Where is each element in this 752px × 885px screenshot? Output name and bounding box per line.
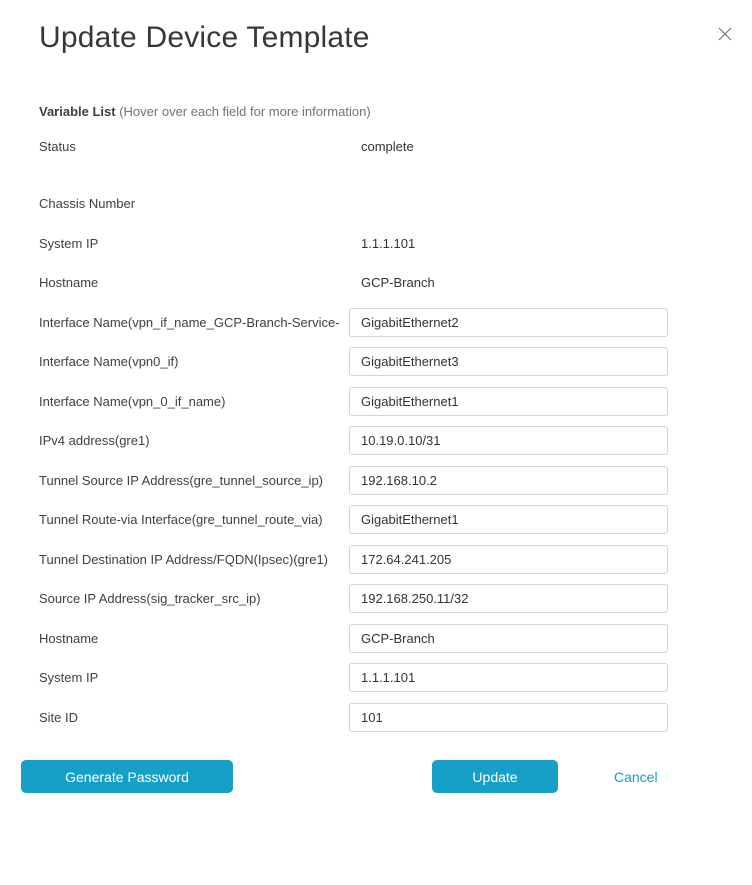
variable-label: Tunnel Route-via Interface(gre_tunnel_route_via) bbox=[39, 512, 323, 528]
variable-label: Tunnel Source IP Address(gre_tunnel_source_ip) bbox=[39, 472, 324, 488]
variable-row bbox=[39, 303, 752, 343]
variable-label: Tunnel Destination IP Address/FQDN(Ipsec)(gre1) bbox=[39, 551, 329, 567]
variable-row bbox=[39, 540, 752, 580]
variable-row bbox=[39, 224, 752, 264]
variable-label: Interface Name(vpn_if_name_GCP-Branch-Service- bbox=[39, 314, 340, 330]
variable-label: Source IP Address(sig_tracker_src_ip) bbox=[39, 591, 261, 607]
variable-row bbox=[39, 658, 752, 698]
cancel-button[interactable]: Cancel bbox=[614, 760, 658, 793]
variable-label: Chassis Number bbox=[39, 196, 136, 212]
close-icon[interactable] bbox=[717, 26, 732, 41]
variable-row bbox=[39, 619, 752, 659]
variable-row bbox=[39, 382, 752, 422]
variable-row bbox=[39, 127, 752, 167]
variable-row bbox=[39, 421, 752, 461]
variable-row bbox=[39, 184, 752, 224]
variable-value: complete bbox=[361, 139, 414, 155]
update-button[interactable]: Update bbox=[432, 760, 558, 793]
variable-label: System IP bbox=[39, 670, 99, 686]
variable-input[interactable] bbox=[349, 347, 668, 376]
row-spacer bbox=[39, 167, 752, 185]
variable-input[interactable] bbox=[349, 426, 668, 455]
variable-rows bbox=[39, 127, 752, 737]
update-device-template-dialog bbox=[0, 20, 752, 885]
variable-label: System IP bbox=[39, 235, 99, 251]
variable-row bbox=[39, 263, 752, 303]
variable-list-hint: (Hover over each field for more information) bbox=[119, 104, 371, 119]
variable-list-heading bbox=[39, 103, 752, 121]
variable-label: Interface Name(vpn_0_if_name) bbox=[39, 393, 226, 409]
variable-row bbox=[39, 342, 752, 382]
variable-input[interactable] bbox=[349, 703, 668, 732]
variable-label: Status bbox=[39, 139, 76, 155]
variable-value: 1.1.1.101 bbox=[361, 235, 416, 251]
variable-row bbox=[39, 461, 752, 501]
variable-row bbox=[39, 500, 752, 540]
dialog-footer bbox=[0, 760, 752, 793]
variable-row bbox=[39, 579, 752, 619]
variable-list-label: Variable List bbox=[39, 104, 116, 119]
variable-label: Hostname bbox=[39, 630, 99, 646]
variable-label: Interface Name(vpn0_if) bbox=[39, 354, 179, 370]
variable-label: IPv4 address(gre1) bbox=[39, 433, 150, 449]
variable-input[interactable] bbox=[349, 545, 668, 574]
page-title: Update Device Template bbox=[39, 21, 370, 54]
variable-label: Site ID bbox=[39, 709, 79, 725]
variable-input[interactable] bbox=[349, 466, 668, 495]
variable-input[interactable] bbox=[349, 505, 668, 534]
generate-password-button[interactable]: Generate Password bbox=[21, 760, 233, 793]
variable-label: Hostname bbox=[39, 275, 99, 291]
variable-input[interactable] bbox=[349, 624, 668, 653]
variable-input[interactable] bbox=[349, 387, 668, 416]
variable-input[interactable] bbox=[349, 584, 668, 613]
variable-row bbox=[39, 698, 752, 738]
variable-value: GCP-Branch bbox=[361, 275, 435, 291]
variable-input[interactable] bbox=[349, 308, 668, 337]
variable-input[interactable] bbox=[349, 663, 668, 692]
